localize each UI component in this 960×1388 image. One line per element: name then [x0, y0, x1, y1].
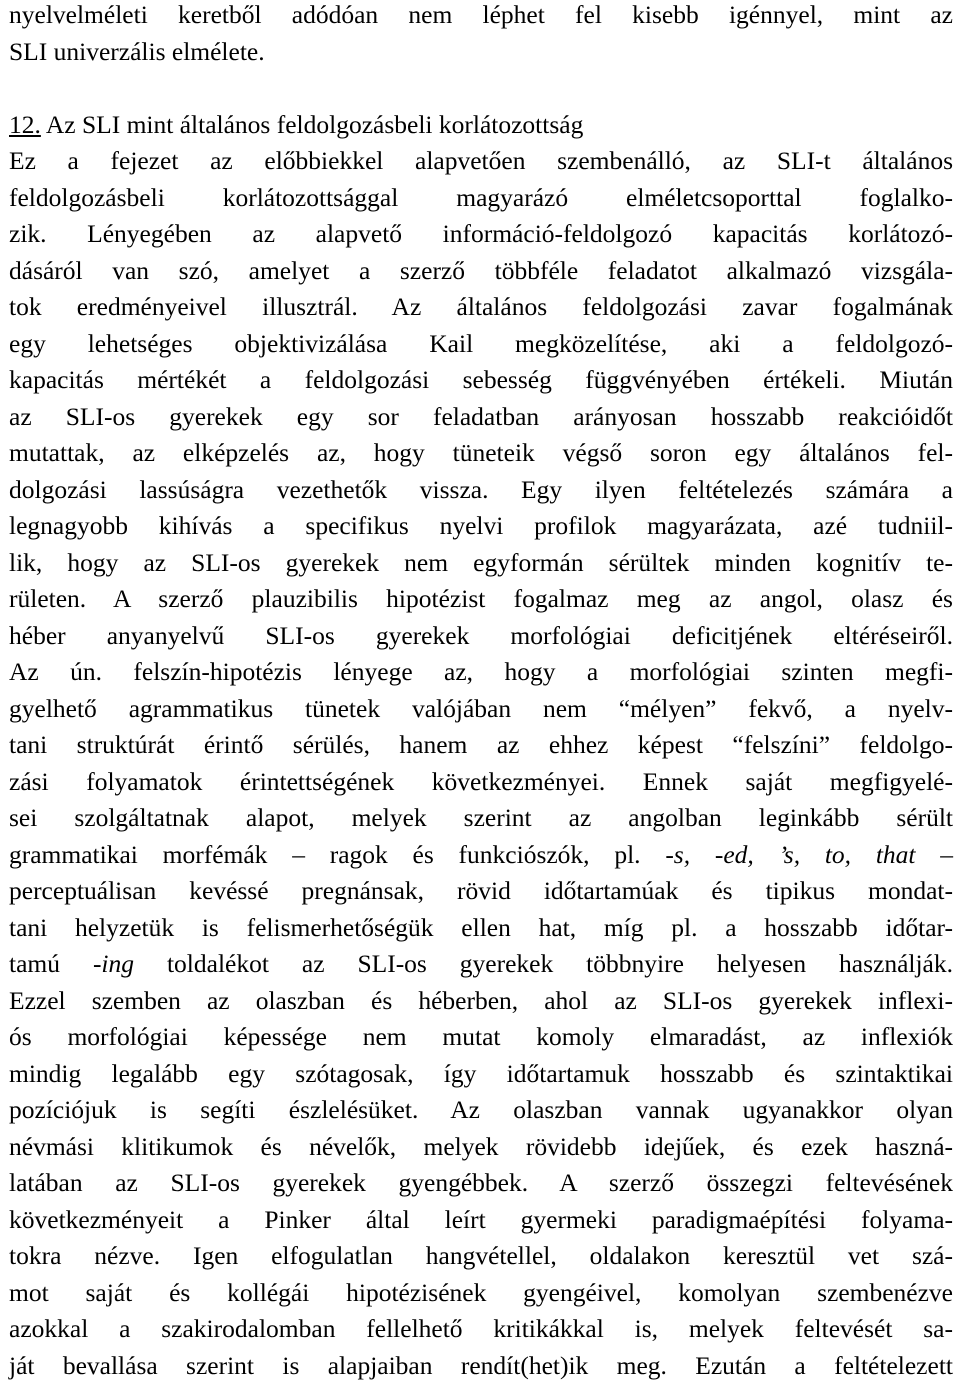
- text-line: mot saját és kollégái hipotézisének gyengéivel, komolyan szembenézve: [9, 1277, 953, 1307]
- text-line: rületen. A szerző plauzibilis hipotézist fogalmaz meg az angol, olasz és: [9, 584, 953, 613]
- text-line: tani struktúrát érintő sérülés, hanem az ehhez képest “felszíni” feldolgo-: [9, 730, 953, 759]
- heading-title: Az SLI mint általános feldolgozásbeli korlátozottság: [45, 109, 584, 139]
- text-line: SLI univerzális elmélete.: [9, 36, 265, 66]
- text-line: kapacitás mértékét a feldolgozási sebesség függvényében értékeli. Miután: [9, 365, 953, 394]
- text-line: névmási klitikumok és névelők, melyek rövidebb idejűek, és ezek haszná-: [9, 1131, 953, 1161]
- text-segment: tamú: [9, 949, 93, 978]
- text-line: zik. Lényegében az alapvető információ-feldolgozó kapacitás korlátozó-: [9, 219, 953, 248]
- text-line: egy lehetséges objektivizálása Kail megközelítése, aki a feldolgozó-: [9, 328, 953, 358]
- text-line: dolgozási lassúságra vezethetők vissza. Egy ilyen feltételezés számára a: [9, 474, 953, 504]
- text-line: zási folyamatok érintettségének következményei. Ennek saját megfigyelé-: [9, 766, 953, 796]
- text-line: következményeit a Pinker által leírt gyermeki paradigmaépítési folyama-: [9, 1204, 953, 1234]
- text-line: tani helyzetük is felismerhetőségük ellen hat, míg pl. a hosszabb időtar-: [9, 912, 953, 942]
- text-line: Ez a fejezet az előbbiekkel alapvetően szembenálló, az SLI-t általános: [9, 146, 953, 175]
- text-line: az SLI-os gyerekek egy sor feladatban arányosan hosszabb reakcióidőt: [9, 401, 953, 431]
- text-segment: grammatikai morfémák – ragok és funkciószók, pl.: [9, 839, 666, 869]
- text-line: nyelvelméleti keretből adódóan nem léphet fel kisebb igénnyel, mint az: [9, 0, 953, 29]
- text-line: pozíciójuk is segíti észlelésüket. Az olaszban vannak ugyanakkor olyan: [9, 1095, 953, 1124]
- text-line: tokra nézve. Igen elfogulatlan hangvétellel, oldalakon keresztül vet szá-: [9, 1241, 953, 1270]
- text-line: perceptuálisan kevéssé pregnánsak, rövid időtartamúak és tipikus mondat-: [9, 876, 953, 905]
- italic-suffix: -ing: [92, 949, 135, 978]
- text-line: gyelhető agrammatikus tünetek valójában nem “mélyen” fekvő, a nyelv-: [9, 693, 953, 723]
- text-line: sei szolgáltatnak alapot, melyek szerint az angolban leginkább sérült: [9, 803, 953, 832]
- text-line-with-italic: [9, 837, 953, 874]
- text-line: mutattak, az elképzelés az, hogy tüneteik végső soron egy általános fel-: [9, 438, 953, 467]
- text-line: Az ún. felszín-hipotézis lényege az, hogy a morfológiai szinten megfi-: [9, 657, 953, 686]
- text-line: lik, hogy az SLI-os gyerekek nem egyformán sérültek minden kognitív te-: [9, 547, 953, 577]
- text-line: legnagyobb kihívás a specifikus nyelvi profilok magyarázata, azé tudniil-: [9, 511, 953, 540]
- text-line: latában az SLI-os gyerekek gyengébbek. A szerző összegzi feltevésének: [9, 1168, 953, 1197]
- text-line: ós morfológiai képessége nem mutat komoly elmaradást, az inflexiók: [9, 1022, 953, 1051]
- document-page: [9, 0, 953, 1384]
- text-line: tok eredményeivel illusztrál. Az általános feldolgozási zavar fogalmának: [9, 292, 953, 321]
- text-segment: –: [915, 839, 954, 869]
- text-line: dásáról van szó, amelyet a szerző többféle feladatot alkalmazó vizsgála-: [9, 255, 953, 285]
- text-line-with-italic: [9, 946, 953, 983]
- text-line: ját bevallása szerint is alapjaiban rendít(het)ik meg. Ezután a feltételezett: [9, 1350, 953, 1380]
- text-line: mindig legalább egy szótagosak, így időtartamuk hosszabb és szintaktikai: [9, 1058, 953, 1088]
- italic-morphemes: -s, -ed, ’s, to, that: [665, 839, 916, 869]
- text-line: Ezzel szemben az olaszban és héberben, ahol az SLI-os gyerekek inflexi-: [9, 985, 953, 1015]
- heading-number: 12.: [9, 109, 41, 139]
- text-segment: toldalékot az SLI-os gyerekek többnyire helyesen használják.: [134, 949, 953, 978]
- text-line: héber anyanyelvű SLI-os gyerekek morfológiai deficitjének eltéréseiről.: [9, 620, 953, 650]
- text-line: feldolgozásbeli korlátozottsággal magyarázó elméletcsoporttal foglalko-: [9, 182, 953, 212]
- text-line: azokkal a szakirodalomban fellelhető kritikákkal is, melyek feltevését sa-: [9, 1314, 953, 1343]
- section-heading: [9, 107, 953, 144]
- paragraph-gap: [9, 70, 953, 107]
